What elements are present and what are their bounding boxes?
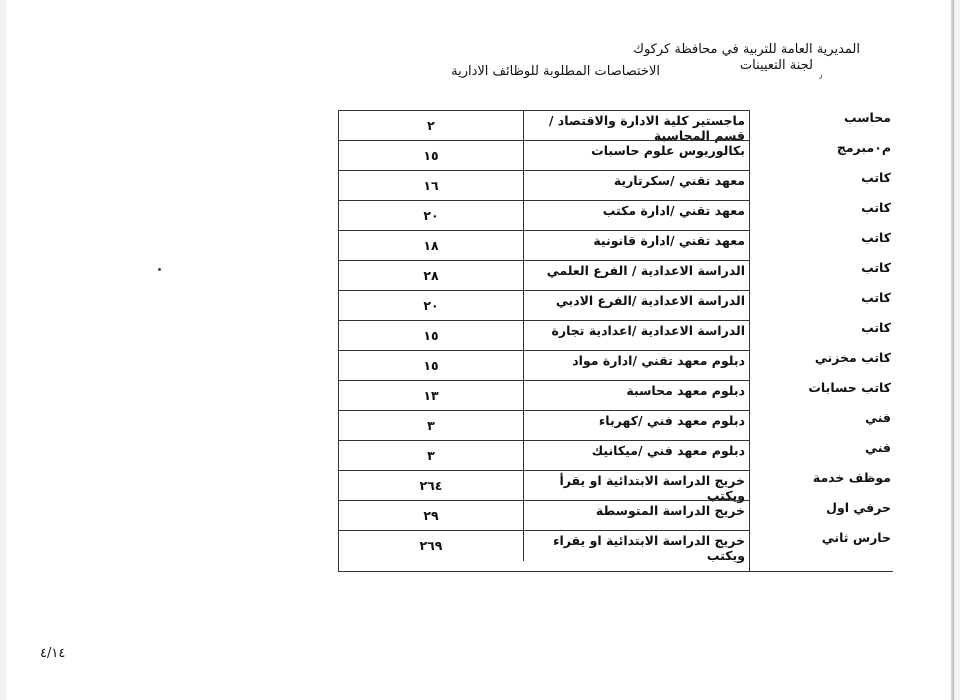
job-title-cell (751, 260, 893, 290)
count: ١٥ (423, 328, 439, 343)
count: ٢٠ (423, 298, 439, 313)
qualification-cell (523, 440, 750, 471)
stray-dot (158, 268, 161, 271)
count: ١٥ (423, 148, 439, 163)
table-row (339, 440, 893, 470)
count-cell (339, 440, 523, 471)
page-number: ٤/١٤ (40, 646, 66, 661)
job-title-cell (751, 170, 893, 200)
count-cell (339, 530, 523, 561)
count-cell (339, 380, 523, 411)
job-title-cell (751, 200, 893, 230)
table-row (339, 410, 893, 440)
directorate-heading: المديرية العامة للتربية في محافظة كركوك (633, 42, 860, 57)
table-row (339, 320, 893, 350)
qualification: دبلوم معهد محاسبة (626, 383, 745, 398)
qualification: ماجستير كلية الادارة والاقتصاد /قسم المحاسبة (548, 113, 745, 143)
job-title-cell (751, 410, 893, 440)
count-cell (339, 110, 523, 141)
count: ٢٠ (423, 208, 439, 223)
qualification: الدراسة الاعدادية /اعدادية تجارة (551, 323, 745, 338)
table-row (339, 200, 893, 230)
job-title: كاتب (861, 200, 891, 215)
count-cell (339, 470, 523, 501)
qualification-cell (523, 470, 750, 501)
job-title: كاتب حسابات (808, 380, 891, 395)
job-title: كاتب (861, 230, 891, 245)
job-title-cell (751, 290, 893, 320)
qualification-cell (523, 140, 750, 171)
qualification: معهد تقني /ادارة مكتب (602, 203, 745, 218)
job-title-cell (751, 110, 893, 140)
count: ٣ (427, 418, 435, 433)
job-title: كاتب مخزني (814, 350, 891, 365)
count: ١٦ (423, 178, 439, 193)
qualification: الدراسة الاعدادية /الفرع الادبي (555, 293, 745, 308)
count-cell (339, 170, 523, 201)
qualification: معهد تقني /سكرتارية (613, 173, 745, 188)
table-row (339, 260, 893, 290)
qualification: خريج الدراسة المتوسطة (595, 503, 745, 518)
job-title-cell (751, 500, 893, 530)
job-title: فني (865, 410, 891, 425)
qualification: بكالوريوس علوم حاسبات (591, 143, 745, 158)
page-edge (951, 0, 954, 700)
qualification-cell (523, 290, 750, 321)
job-title: م٠مبرمج (836, 140, 891, 155)
count-cell (339, 200, 523, 231)
job-title-cell (751, 380, 893, 410)
count: ٣ (427, 448, 435, 463)
table-row (339, 110, 893, 143)
job-title: كاتب (861, 260, 891, 275)
job-title: كاتب (861, 170, 891, 185)
qualification-cell (523, 410, 750, 441)
table-row (339, 290, 893, 320)
qualification-cell (523, 260, 750, 291)
job-title: كاتب (861, 290, 891, 305)
table-row (339, 530, 893, 563)
table-row (339, 170, 893, 200)
qualification-cell (523, 500, 750, 531)
count-cell (339, 290, 523, 321)
job-title: فني (865, 440, 891, 455)
qualification: دبلوم معهد فني /ميكانيك (591, 443, 745, 458)
table-row (339, 140, 893, 170)
qualification: دبلوم معهد تقني /ادارة مواد (572, 353, 745, 368)
job-title-cell (751, 140, 893, 170)
count: ٢٩ (423, 508, 439, 523)
count: ٢٨ (423, 268, 439, 283)
qualification-cell (523, 350, 750, 381)
qualification-cell (523, 200, 750, 231)
job-title-cell (751, 530, 893, 560)
count-cell (339, 350, 523, 381)
committee-heading: لجنة التعيينات (739, 58, 813, 73)
qualification-cell (523, 320, 750, 351)
job-title-cell (751, 230, 893, 260)
job-title: حارس ثاني (821, 530, 891, 545)
job-title-cell (751, 440, 893, 470)
job-title: موظف خدمة (812, 470, 891, 485)
job-title-cell (751, 320, 893, 350)
document-title: الاختصاصات المطلوبة للوظائف الادارية (451, 64, 660, 79)
qualification: خريج الدراسة الابتدائية او يقرأ ويكتب (559, 473, 745, 503)
table-row (339, 500, 893, 530)
table-row (339, 350, 893, 380)
count: ١٣ (423, 388, 439, 403)
qualification-cell (523, 110, 750, 141)
job-title: محاسب (844, 110, 891, 125)
job-title-cell (751, 350, 893, 380)
count: ١٥ (423, 358, 439, 373)
count-cell (339, 500, 523, 531)
count: ٢ (427, 118, 435, 133)
qualification-cell (523, 230, 750, 261)
table-row (339, 380, 893, 410)
count-cell (339, 140, 523, 171)
qualification: الدراسة الاعدادية / الفرع العلمي (546, 263, 745, 278)
job-title-cell (751, 470, 893, 500)
count: ٢٦٤ (419, 478, 443, 493)
count-cell (339, 410, 523, 441)
positions-table (338, 110, 893, 572)
count: ١٨ (423, 238, 439, 253)
count-cell (339, 230, 523, 261)
qualification: خريج الدراسة الابتدائية او يقراء ويكتب (553, 533, 745, 563)
qualification-cell (523, 170, 750, 201)
qualification: معهد تقني /ادارة قانونية (593, 233, 745, 248)
count-cell (339, 320, 523, 351)
qualification-cell (523, 530, 750, 561)
count: ٢٦٩ (419, 538, 443, 553)
job-title: حرفي اول (826, 500, 891, 515)
table-row (339, 470, 893, 503)
job-title: كاتب (861, 320, 891, 335)
qualification-cell (523, 380, 750, 411)
stray-mark: ٫ (819, 70, 823, 81)
table-row (339, 230, 893, 260)
qualification: دبلوم معهد فني /كهرباء (598, 413, 745, 428)
count-cell (339, 260, 523, 291)
